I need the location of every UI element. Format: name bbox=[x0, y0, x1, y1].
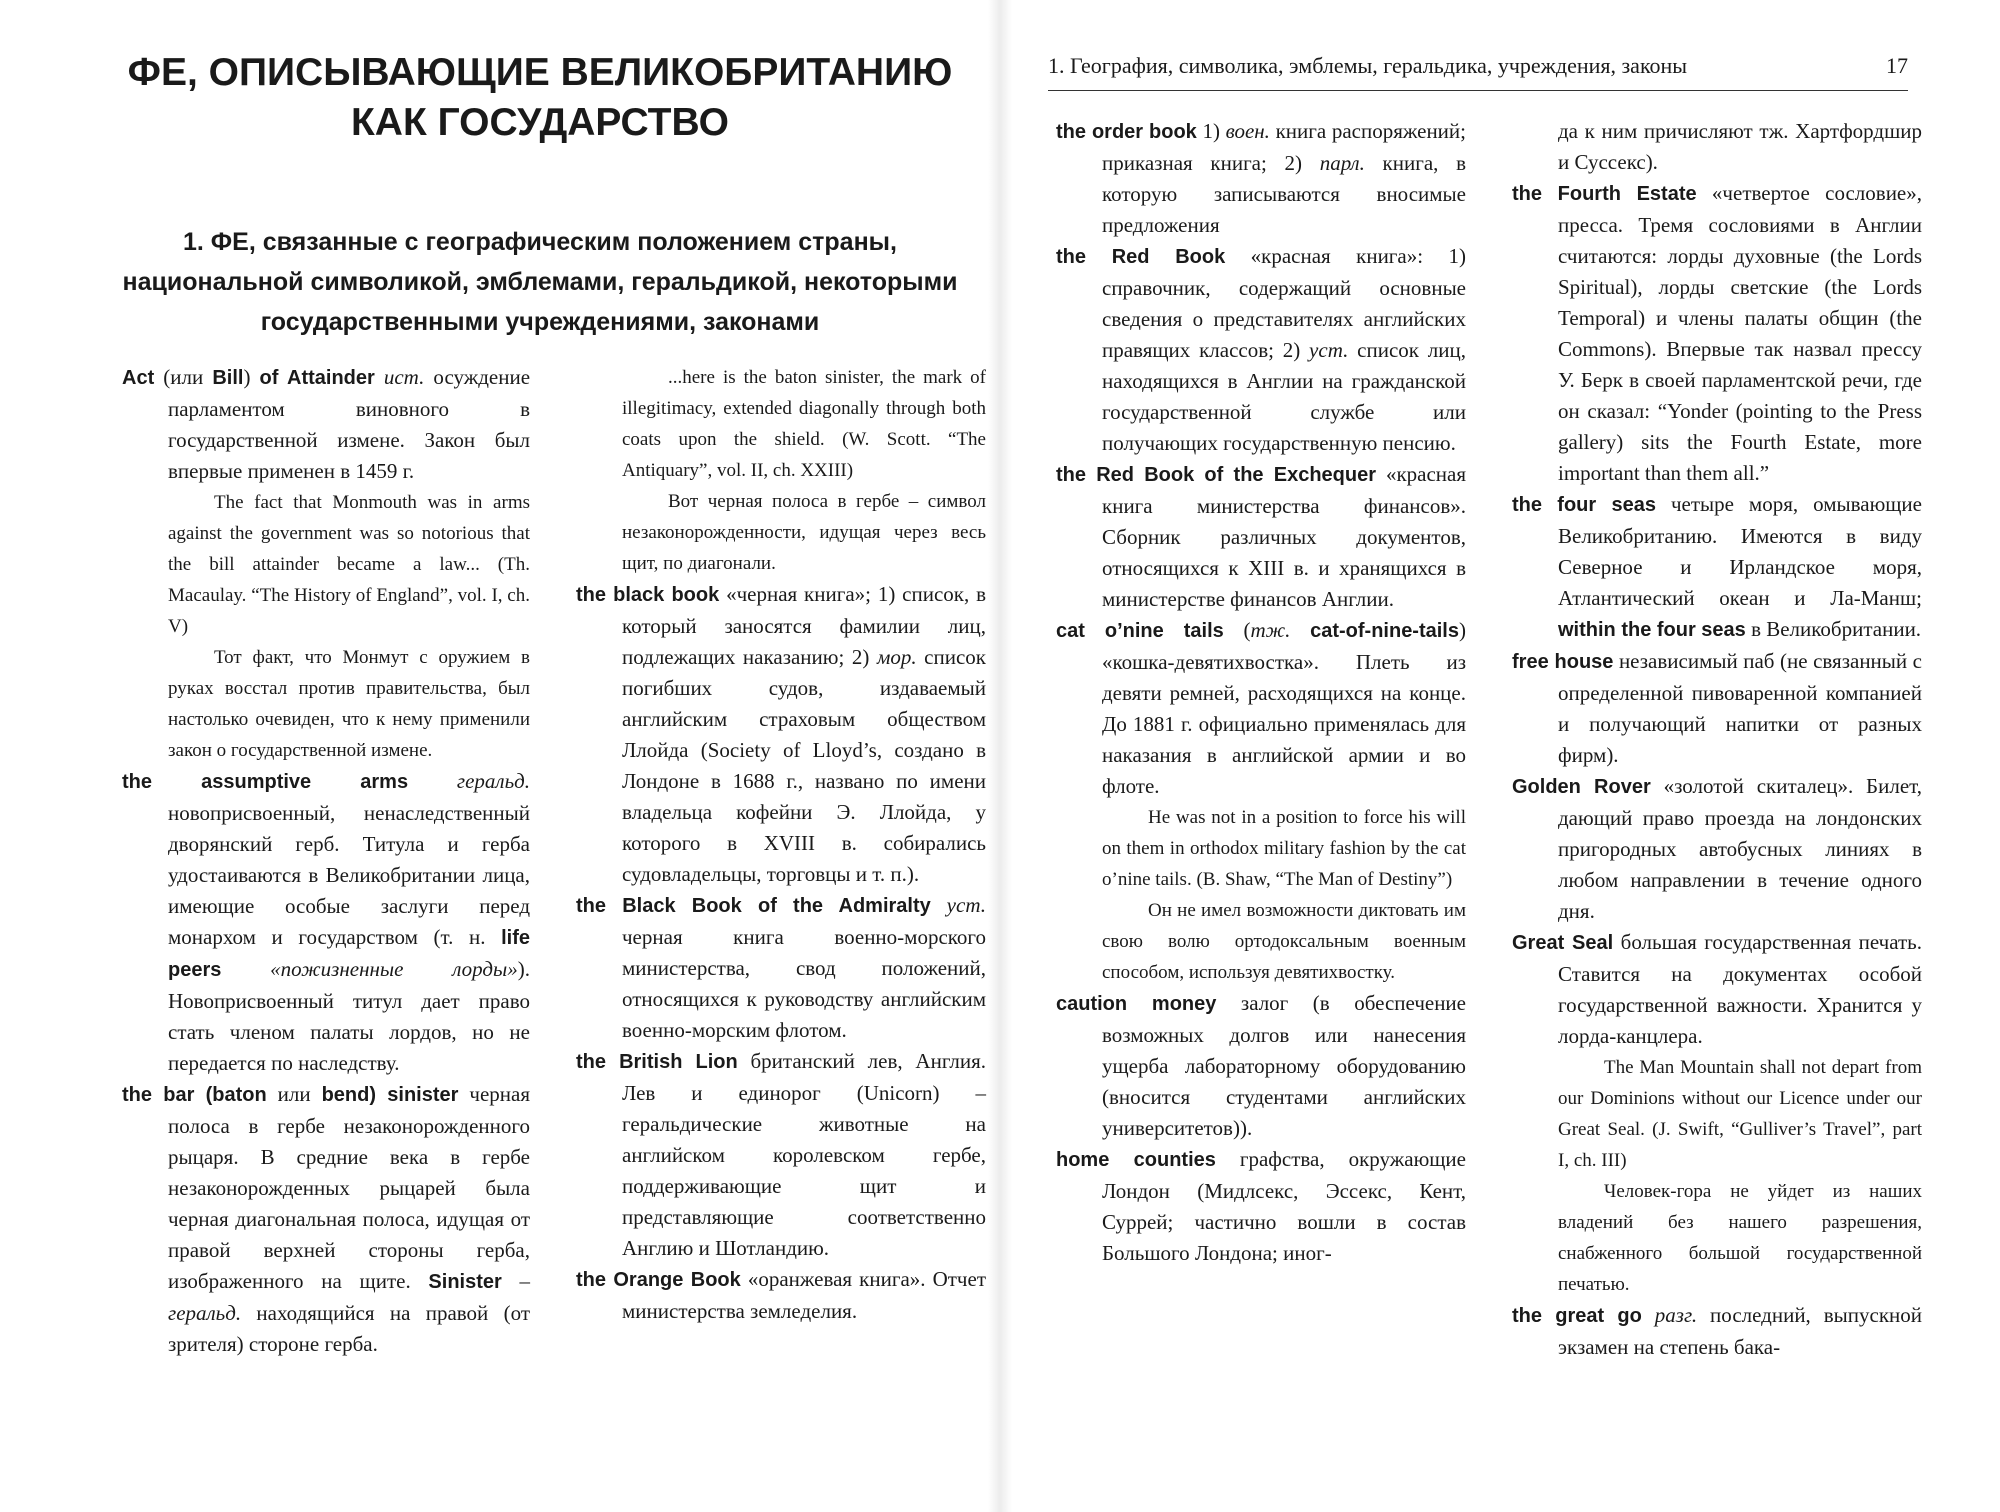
entry-text: или bbox=[266, 1082, 322, 1106]
running-head bbox=[1048, 52, 1908, 91]
entry-text bbox=[408, 769, 457, 793]
entry-text bbox=[375, 365, 384, 389]
entry-text bbox=[1290, 618, 1310, 642]
dictionary-entry bbox=[122, 766, 530, 1079]
example-quote bbox=[122, 642, 530, 766]
dictionary-entry bbox=[1056, 615, 1466, 802]
label-abbreviation: парл. bbox=[1319, 151, 1365, 175]
entry-text bbox=[221, 957, 270, 981]
entry-text: четыре моря, омывающие Великобританию. Имеются в виду Северное и Ирландское моря, Атлантический океан и Ла-Манш; bbox=[1558, 492, 1922, 610]
headword: the black book bbox=[576, 584, 720, 606]
headword: the order book bbox=[1056, 121, 1197, 143]
headword: the Fourth Estate bbox=[1512, 183, 1697, 205]
headword: cat-of-nine-tails bbox=[1310, 620, 1459, 642]
headword: Sinister bbox=[428, 1271, 502, 1293]
entry-text: «красная книга»: 1) справочник, содержащий основные сведения о представителях английских правящих классов; 2) bbox=[1102, 244, 1466, 362]
entry-text: «черная книга»; 1) список, в который заносятся фамилии лиц, подлежащих наказанию; 2) bbox=[622, 582, 987, 669]
entry-text: ) «кошка-девятихвостка». Плеть из девяти ремней, расходящихся на конце. До 1881 г. официально применялась для наказания в английской армии и во флоте. bbox=[1102, 618, 1466, 798]
dictionary-entry bbox=[576, 1046, 986, 1264]
entry-text: последний, выпускной экзамен на степень бака- bbox=[1558, 1303, 1923, 1359]
dictionary-entry bbox=[122, 1079, 530, 1360]
headword: the Orange Book bbox=[576, 1269, 741, 1291]
headword: the British Lion bbox=[576, 1051, 738, 1073]
entry-text: черная полоса в гербе незаконорожденного рыцаря. В средние века в гербе незаконорожденных рыцарей была черная диагональная полоса, идущая от правой верхней стороны герба, изображенного на щите. bbox=[168, 1082, 530, 1293]
entry-text: черная книга военно-морского министерства, свод положений, относящихся к руководству английским военно-морским флотом. bbox=[622, 925, 986, 1042]
dictionary-entry bbox=[1512, 1300, 1922, 1363]
headword: the bar (baton bbox=[122, 1084, 267, 1106]
entry-text: The Man Mountain shall not depart from our Dominions without our Licence under our Great Seal. (J. Swift, “Gulliver’s Travel”, part I, ch. III) bbox=[1558, 1057, 1922, 1171]
headword: caution money bbox=[1056, 993, 1217, 1015]
headword: Great Seal bbox=[1512, 932, 1614, 954]
headword: the Red Book bbox=[1056, 246, 1226, 268]
entry-text: Тот факт, что Монмут с оружием в руках восстал против правительства, был настолько очевиден, что к нему применили закон о государственной измене. bbox=[168, 647, 530, 761]
headword: free house bbox=[1512, 651, 1614, 673]
left-column-2 bbox=[576, 362, 986, 1327]
right-column-1 bbox=[1056, 116, 1466, 1269]
dictionary-entry bbox=[1056, 116, 1466, 241]
example-quote bbox=[1056, 802, 1466, 895]
label-abbreviation: уст. bbox=[1309, 338, 1349, 362]
entry-text: книга, в которую записываются вносимые предложения bbox=[1102, 151, 1466, 237]
dictionary-entry bbox=[576, 890, 986, 1046]
entry-text bbox=[1642, 1303, 1655, 1327]
dictionary-entry bbox=[1512, 646, 1922, 771]
running-head-text: 1. География, символика, эмблемы, геральдика, учреждения, законы bbox=[1048, 53, 1688, 78]
chapter-title: ФЕ, ОПИСЫВАЮЩИЕ ВЕЛИКОБРИТАНИЮ КАК ГОСУДАРСТВО bbox=[127, 51, 953, 144]
page-number: 17 bbox=[1886, 53, 1908, 78]
entry-text: в Великобритании. bbox=[1745, 617, 1922, 641]
entry-text: ( bbox=[1223, 618, 1251, 642]
headword: the Black Book of the Admiralty bbox=[576, 895, 931, 917]
dictionary-entry bbox=[576, 579, 986, 890]
dictionary-entry bbox=[576, 1264, 986, 1327]
entry-text: «оранжевая книга». Отчет министерства земледелия. bbox=[622, 1267, 986, 1323]
entry-text: «четвертое сословие», пресса. Тремя сословиями в Англии считаются: лорды духовные (the Lords Spiritual), лорды светские (the Lords Temporal) и члены палаты общин (the Commons). Впервые так назвал прессу У. Берк в своей парламентской речи, где он сказал: “Yonder (pointing to the Press gallery) sits the Fourth Estate, more important than them all.” bbox=[1558, 181, 1922, 485]
headword: Golden Rover bbox=[1512, 776, 1651, 798]
entry-text: независимый паб (не связанный с определенной пивоваренной компанией и получающий напитки от разных фирм). bbox=[1558, 649, 1922, 767]
entry-text: большая государственная печать. Ставится на документах особой государственной важности. Хранится у лорда-канцлера. bbox=[1558, 930, 1922, 1048]
headword: life peers bbox=[168, 927, 530, 981]
entry-text: список лиц, находящихся в Англии на гражданской государственной службе или получающих государственную пенсию. bbox=[1102, 338, 1466, 455]
headword: the four seas bbox=[1512, 494, 1656, 516]
headword: the assumptive arms bbox=[122, 771, 409, 793]
headword: bend) sinister bbox=[321, 1084, 459, 1106]
entry-text: ...here is the baton sinister, the mark of illegitimacy, extended diagonally through both coats upon the shield. (W. Scott. “The Antiquary”, vol. II, ch. XXIII) bbox=[622, 367, 986, 481]
dictionary-entry bbox=[1056, 459, 1466, 615]
entry-text: новоприсвоенный, ненаследственный дворянский герб. Титула и герба удостаиваются в Великобритании лица, имеющие особые заслуги перед монархом и государством (т. н. bbox=[168, 801, 530, 949]
entry-text: Вот черная полоса в гербе – символ незаконорожденности, идущая через весь щит, по диагонали. bbox=[622, 491, 986, 574]
headword: the Red Book of the Exchequer bbox=[1056, 464, 1377, 486]
example-quote bbox=[576, 486, 986, 579]
entry-text bbox=[931, 893, 947, 917]
entry-text: He was not in a position to force his will on them in orthodox military fashion by the cat o’nine tails. (B. Shaw, “The Man of Destiny”) bbox=[1102, 807, 1466, 890]
example-quote bbox=[122, 487, 530, 642]
headword: home counties bbox=[1056, 1149, 1216, 1171]
label-abbreviation: геральд. bbox=[168, 1301, 242, 1325]
label-abbreviation: мор. bbox=[876, 645, 917, 669]
section-title: 1. ФЕ, связанные с географическим положением страны, национальной символикой, эмблемами, геральдикой, некоторыми государственными учреждениями, законами bbox=[122, 228, 958, 336]
dictionary-entry bbox=[1056, 988, 1466, 1144]
entry-text: осуждение парламентом виновного в государственной измене. Закон был впервые применен в 1459 г. bbox=[168, 365, 531, 483]
example-quote bbox=[576, 362, 986, 486]
label-abbreviation: ист. bbox=[383, 365, 425, 389]
entry-text: графства, окружающие Лондон (Мидлсекс, Эссекс, Кент, Суррей; частично вошли в состав Большого Лондона; иног- bbox=[1102, 1147, 1466, 1265]
example-quote bbox=[1512, 1176, 1922, 1300]
entry-text: книга распоряжений; приказная книга; 2) bbox=[1102, 119, 1466, 175]
dictionary-entry bbox=[1056, 241, 1466, 459]
entry-continuation bbox=[1512, 116, 1922, 178]
entry-text: ) bbox=[243, 365, 260, 389]
headword: cat o’nine tails bbox=[1056, 620, 1224, 642]
headword: within the four seas bbox=[1558, 619, 1746, 641]
label-abbreviation: разг. bbox=[1654, 1303, 1698, 1327]
example-quote bbox=[1056, 895, 1466, 988]
entry-text: «красная книга министерства финансов». Сборник различных документов, относящихся к XIII в. и хранящихся в министерстве финансов Англии. bbox=[1102, 462, 1467, 611]
entry-text: находящийся на правой (от зрителя) стороне герба. bbox=[168, 1301, 530, 1356]
label-abbreviation: воен. bbox=[1225, 119, 1270, 143]
example-quote bbox=[1512, 1052, 1922, 1176]
entry-text: The fact that Monmouth was in arms against the government was so notorious that the bill attainder became a law... (Th. Macaulay. “The History of England”, vol. I, ch. V) bbox=[168, 492, 530, 637]
right-column-2 bbox=[1512, 116, 1922, 1363]
dictionary-entry bbox=[1056, 1144, 1466, 1269]
entry-text: Он не имел возможности диктовать им свою волю ортодоксальным военным способом, используя девятихвостку. bbox=[1102, 900, 1466, 983]
headword: of Attainder bbox=[259, 367, 375, 389]
entry-text: залог (в обеспечение возможных долгов или нанесения ущерба лабораторному оборудованию (вносится студентами английских университетов)). bbox=[1102, 991, 1466, 1140]
entry-text: – bbox=[501, 1269, 530, 1293]
headword: Act bbox=[122, 367, 155, 389]
headword: Bill bbox=[212, 367, 244, 389]
dictionary-entry bbox=[1512, 489, 1922, 646]
entry-text: (или bbox=[154, 365, 213, 389]
label-abbreviation: уст. bbox=[946, 893, 986, 917]
right-page bbox=[1000, 0, 2000, 1512]
dictionary-entry bbox=[1512, 178, 1922, 489]
label-abbreviation: тж. bbox=[1250, 618, 1291, 642]
dictionary-entry bbox=[1512, 771, 1922, 927]
label-abbreviation: «пожизненные лорды» bbox=[270, 957, 518, 981]
headword: the great go bbox=[1512, 1305, 1642, 1327]
entry-text: Человек-гора не уйдет из наших владений без нашего разрешения, снабженного большой государственной печатью. bbox=[1558, 1181, 1922, 1295]
dictionary-entry bbox=[1512, 927, 1922, 1052]
left-column-1 bbox=[122, 362, 530, 1360]
entry-text: британский лев, Англия. Лев и единорог (Unicorn) – геральдические животные на английском королевском гербе, поддерживающие щит и представляющие соответственно Англию и Шотландию. bbox=[622, 1049, 986, 1260]
entry-text: 1) bbox=[1196, 119, 1226, 143]
entry-text: да к ним причисляют тж. Хартфордшир и Суссекс). bbox=[1558, 119, 1922, 174]
entry-text: список погибших судов, издаваемый английским страховым обществом Ллойда (Society of Lloyd’s, создано в Лондоне в 1688 г., названо по имени владельца кофейни Э. Ллойда, у которого в XVIII в. собирались судовладельцы, торговцы и т. п.). bbox=[622, 645, 987, 886]
dictionary-entry bbox=[122, 362, 530, 487]
entry-text: ). Новоприсвоенный титул дает право стать членом палаты лордов, но не передается по наследству. bbox=[168, 957, 530, 1075]
label-abbreviation: геральд. bbox=[456, 769, 531, 793]
entry-text: «золотой скиталец». Билет, дающий право проезда на лондонских пригородных автобусных линиях в любом направлении в течение одного дня. bbox=[1558, 774, 1922, 923]
